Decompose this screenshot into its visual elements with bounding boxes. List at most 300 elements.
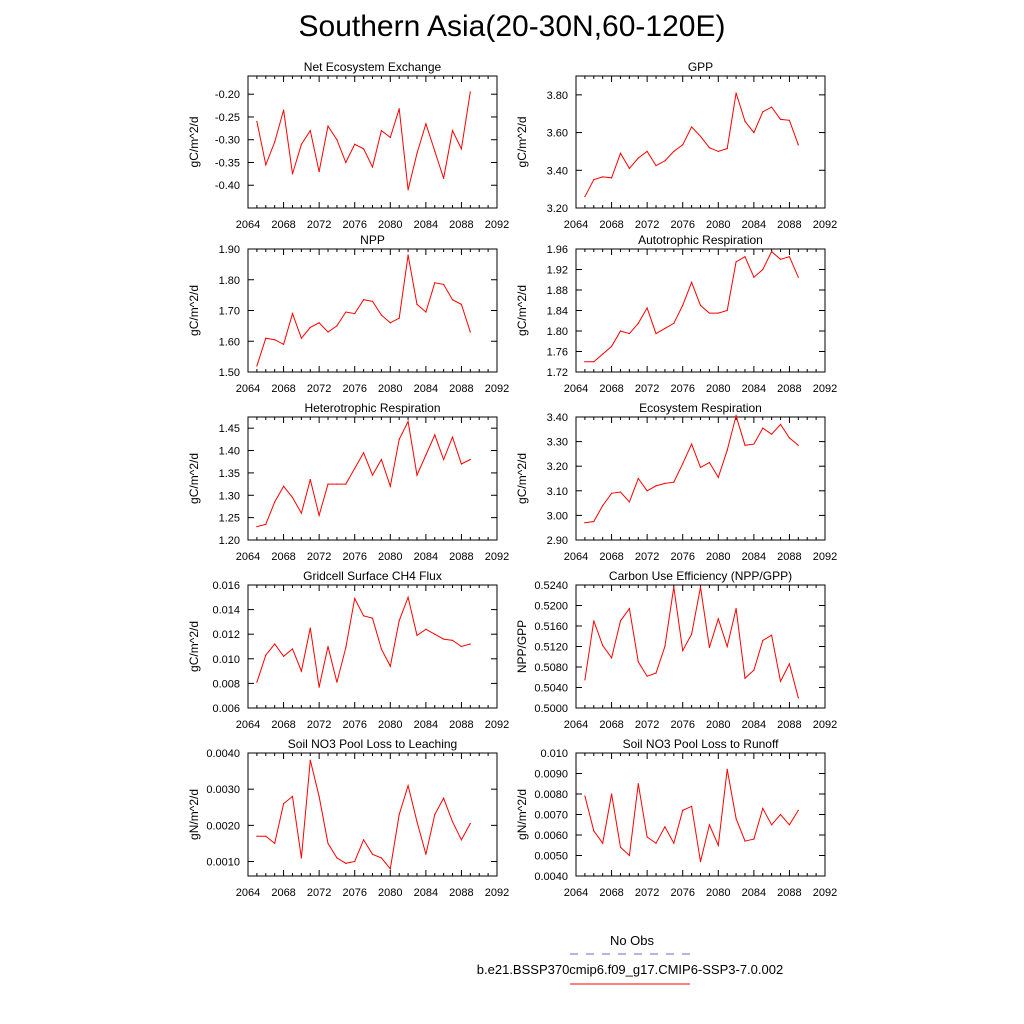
data-point (664, 483, 665, 484)
data-point (584, 522, 585, 523)
data-point (771, 434, 772, 435)
data-point (407, 255, 408, 256)
y-tick-label: 3.40 (546, 412, 568, 424)
data-point (762, 111, 763, 112)
data-point (381, 648, 382, 649)
y-tick-label: 3.20 (546, 461, 568, 474)
y-axis-label: gC/m^2/d (187, 116, 201, 168)
data-point (664, 328, 665, 329)
data-point (602, 353, 603, 354)
data-point (345, 647, 346, 648)
x-tick-label: 2084 (741, 887, 767, 899)
data-point (780, 259, 781, 260)
y-tick-label: 3.00 (546, 510, 568, 523)
data-point (301, 671, 302, 672)
data-point (425, 629, 426, 630)
x-tick-label: 2076 (670, 719, 695, 731)
panel-4 (187, 401, 509, 563)
series-line (257, 255, 470, 366)
x-tick-label: 2084 (413, 887, 439, 899)
y-tick-label: 3.30 (546, 436, 568, 449)
plot-frame (576, 249, 825, 372)
plot-frame (248, 417, 497, 540)
data-point (638, 783, 639, 784)
data-point (709, 647, 710, 648)
data-point (718, 151, 719, 152)
x-tick-label: 2088 (449, 719, 474, 731)
y-axis-label: gC/m^2/d (187, 453, 201, 504)
plot-frame (248, 585, 497, 708)
data-point (443, 284, 444, 285)
data-point (319, 515, 320, 516)
y-tick-label: -0.25 (214, 111, 240, 124)
data-point (399, 318, 400, 319)
x-tick-label: 2084 (741, 219, 767, 231)
data-point (425, 123, 426, 124)
data-point (673, 843, 674, 844)
panel-9 (515, 737, 837, 899)
data-point (762, 808, 763, 809)
y-tick-label: 0.0080 (534, 789, 568, 801)
x-tick-label: 2064 (563, 551, 589, 563)
data-point (381, 130, 382, 131)
data-point (700, 136, 701, 137)
data-point (664, 826, 665, 827)
data-point (399, 620, 400, 621)
y-tick-label: 0.012 (212, 629, 240, 642)
data-point (301, 144, 302, 145)
y-axis-label: gC/m^2/d (515, 453, 529, 504)
data-point (682, 144, 683, 145)
data-point (709, 312, 710, 313)
data-point (735, 818, 736, 819)
data-point (700, 467, 701, 468)
x-tick-label: 2084 (741, 719, 767, 731)
data-point (336, 857, 337, 858)
y-tick-label: 1.96 (546, 244, 568, 256)
y-tick-label: -0.20 (214, 89, 240, 102)
data-point (780, 119, 781, 120)
data-point (425, 311, 426, 312)
data-point (336, 483, 337, 484)
x-tick-label: 2064 (235, 719, 261, 731)
data-point (593, 830, 594, 831)
data-point (381, 459, 382, 460)
series-line (585, 93, 798, 197)
data-point (336, 682, 337, 683)
x-tick-label: 2080 (706, 719, 731, 731)
data-point (682, 305, 683, 306)
data-point (407, 785, 408, 786)
data-point (443, 178, 444, 179)
data-point (735, 415, 736, 416)
x-tick-label: 2092 (484, 551, 510, 563)
y-tick-label: 2.90 (546, 535, 568, 547)
x-tick-label: 2072 (306, 887, 332, 899)
data-point (292, 648, 293, 649)
data-point (425, 854, 426, 855)
series-line (257, 422, 470, 527)
y-tick-label: 1.20 (218, 535, 240, 547)
data-point (434, 151, 435, 152)
x-tick-label: 2080 (378, 551, 403, 563)
y-tick-label: 1.72 (546, 367, 568, 379)
data-point (407, 189, 408, 190)
y-tick-label: 1.40 (218, 445, 240, 458)
data-point (762, 269, 763, 270)
x-tick-label: 2088 (449, 383, 474, 395)
x-tick-label: 2084 (741, 551, 767, 563)
data-point (310, 130, 311, 131)
x-tick-label: 2076 (342, 383, 367, 395)
data-point (372, 475, 373, 476)
plot-frame (248, 753, 497, 876)
data-point (762, 427, 763, 428)
x-tick-label: 2084 (741, 383, 767, 395)
data-point (372, 166, 373, 167)
data-point (470, 823, 471, 824)
y-tick-label: 1.30 (218, 490, 240, 503)
y-tick-label: 1.88 (546, 285, 568, 297)
plot-frame (248, 76, 497, 208)
x-tick-label: 2064 (563, 219, 589, 231)
x-tick-label: 2092 (812, 219, 838, 231)
x-tick-label: 2068 (271, 219, 296, 231)
panel-title: NPP (360, 233, 385, 247)
y-tick-label: 0.006 (212, 703, 240, 715)
x-tick-label: 2092 (484, 219, 510, 231)
x-tick-label: 2080 (378, 719, 403, 731)
data-point (629, 855, 630, 856)
data-point (789, 437, 790, 438)
data-point (691, 282, 692, 283)
data-point (789, 256, 790, 257)
data-point (319, 796, 320, 797)
y-tick-label: 0.0010 (206, 856, 240, 869)
data-point (265, 655, 266, 656)
data-point (434, 634, 435, 635)
data-point (470, 331, 471, 332)
series-line (585, 252, 798, 362)
y-tick-label: -0.35 (214, 157, 240, 170)
data-point (727, 148, 728, 149)
data-point (354, 468, 355, 469)
data-point (611, 177, 612, 178)
x-tick-label: 2064 (235, 887, 261, 899)
data-point (647, 490, 648, 491)
data-point (700, 861, 701, 862)
data-point (256, 121, 257, 122)
data-point (363, 615, 364, 616)
x-tick-label: 2088 (777, 719, 802, 731)
x-tick-label: 2072 (306, 551, 332, 563)
data-point (638, 157, 639, 158)
data-point (354, 144, 355, 145)
data-point (407, 597, 408, 598)
data-point (718, 312, 719, 313)
x-tick-label: 2084 (413, 719, 439, 731)
y-axis-label: gN/m^2/d (515, 789, 529, 840)
data-point (611, 493, 612, 494)
x-tick-label: 2080 (378, 887, 403, 899)
data-point (416, 153, 417, 154)
data-point (780, 814, 781, 815)
data-point (655, 333, 656, 334)
data-point (753, 277, 754, 278)
y-tick-label: 1.90 (218, 244, 240, 256)
data-point (735, 261, 736, 262)
x-tick-label: 2080 (378, 219, 403, 231)
data-point (744, 256, 745, 257)
data-point (629, 333, 630, 334)
data-point (593, 521, 594, 522)
panel-5 (515, 401, 837, 563)
panel-title: Heterotrophic Respiration (304, 401, 441, 415)
y-tick-label: 0.5200 (534, 600, 568, 613)
data-point (602, 176, 603, 177)
x-tick-label: 2088 (777, 887, 802, 899)
data-point (319, 171, 320, 172)
y-tick-label: 3.20 (546, 203, 568, 215)
data-point (611, 346, 612, 347)
data-point (256, 526, 257, 527)
y-tick-label: 0.0070 (534, 809, 568, 822)
x-tick-label: 2088 (449, 887, 474, 899)
data-point (735, 92, 736, 93)
x-tick-label: 2072 (634, 383, 660, 395)
y-tick-label: 1.35 (218, 467, 240, 480)
series-line (585, 587, 798, 698)
data-point (416, 475, 417, 476)
panel-title: Autotrophic Respiration (638, 233, 763, 247)
y-tick-label: 0.0020 (206, 820, 240, 833)
y-tick-label: 0.5040 (534, 682, 568, 695)
x-tick-label: 2092 (812, 383, 838, 395)
x-tick-label: 2092 (812, 551, 838, 563)
data-point (691, 126, 692, 127)
data-point (682, 650, 683, 651)
y-tick-label: 0.5120 (534, 641, 568, 654)
data-point (327, 843, 328, 844)
data-point (363, 839, 364, 840)
data-point (771, 107, 772, 108)
data-point (301, 513, 302, 514)
y-tick-label: 0.5080 (534, 662, 568, 674)
data-point (256, 836, 257, 837)
y-tick-label: 0.0060 (534, 830, 568, 842)
data-point (265, 524, 266, 525)
x-tick-label: 2068 (599, 219, 624, 231)
y-axis-label: NPP/GPP (515, 619, 529, 674)
data-point (611, 793, 612, 794)
y-tick-label: 0.016 (212, 580, 240, 592)
data-point (363, 452, 364, 453)
data-point (753, 443, 754, 444)
x-tick-label: 2072 (634, 219, 660, 231)
panel-7 (515, 569, 837, 731)
data-point (443, 798, 444, 799)
data-point (735, 608, 736, 609)
x-tick-label: 2068 (271, 887, 296, 899)
data-point (443, 459, 444, 460)
data-point (319, 322, 320, 323)
y-axis-label: gC/m^2/d (187, 621, 201, 672)
data-point (771, 824, 772, 825)
series-line (257, 760, 470, 869)
data-point (434, 814, 435, 815)
data-point (452, 437, 453, 438)
data-point (470, 459, 471, 460)
data-point (336, 139, 337, 140)
panel-title: Soil NO3 Pool Loss to Leaching (287, 737, 458, 751)
x-tick-label: 2088 (777, 551, 802, 563)
data-point (416, 821, 417, 822)
data-point (647, 676, 648, 677)
y-tick-label: 0.5160 (534, 621, 568, 633)
data-point (593, 179, 594, 180)
y-tick-label: -0.40 (214, 180, 240, 193)
data-point (673, 482, 674, 483)
data-point (283, 656, 284, 657)
data-point (620, 847, 621, 848)
plot-frame (248, 249, 497, 372)
data-point (718, 845, 719, 846)
x-tick-label: 2076 (670, 887, 695, 899)
series-line (257, 597, 470, 687)
data-point (327, 125, 328, 126)
data-point (691, 806, 692, 807)
data-point (798, 810, 799, 811)
data-point (443, 639, 444, 640)
x-tick-label: 2080 (706, 887, 731, 899)
data-point (727, 646, 728, 647)
y-tick-label: 3.10 (546, 485, 568, 498)
data-point (256, 682, 257, 683)
x-tick-label: 2072 (634, 887, 660, 899)
x-tick-label: 2076 (342, 887, 367, 899)
y-tick-label: 3.40 (546, 165, 568, 178)
x-tick-label: 2088 (777, 219, 802, 231)
data-point (390, 322, 391, 323)
data-point (584, 679, 585, 680)
x-tick-label: 2092 (484, 719, 510, 731)
data-point (292, 313, 293, 314)
legend-obs-label: No Obs (609, 933, 655, 948)
panel-title: Gridcell Surface CH4 Flux (303, 569, 442, 583)
y-tick-label: 1.80 (546, 326, 568, 338)
data-point (336, 325, 337, 326)
data-point (274, 339, 275, 340)
data-point (771, 635, 772, 636)
y-axis-label: gC/m^2/d (515, 285, 529, 336)
data-point (345, 162, 346, 163)
x-tick-label: 2076 (670, 219, 695, 231)
data-point (718, 618, 719, 619)
legend-case-label: b.e21.BSSP370cmip6.f09_g17.CMIP6-SSP3-7.0.002 (476, 962, 784, 977)
data-point (327, 331, 328, 332)
data-point (390, 137, 391, 138)
data-point (319, 686, 320, 687)
data-point (629, 501, 630, 502)
x-tick-label: 2072 (306, 219, 332, 231)
data-point (363, 299, 364, 300)
data-point (709, 824, 710, 825)
x-tick-label: 2064 (235, 383, 261, 395)
data-point (452, 821, 453, 822)
x-tick-label: 2068 (599, 551, 624, 563)
data-point (638, 661, 639, 662)
data-point (789, 663, 790, 664)
data-point (301, 338, 302, 339)
panel-6 (187, 569, 509, 731)
x-tick-label: 2080 (706, 551, 731, 563)
data-point (798, 144, 799, 145)
data-point (602, 505, 603, 506)
panel-title: Carbon Use Efficiency (NPP/GPP) (608, 569, 793, 583)
data-point (664, 160, 665, 161)
data-point (584, 795, 585, 796)
y-tick-label: 1.50 (218, 367, 240, 379)
y-tick-label: 0.0050 (534, 850, 568, 863)
data-point (620, 330, 621, 331)
x-tick-label: 2068 (599, 383, 624, 395)
data-point (470, 91, 471, 92)
data-point (798, 445, 799, 446)
data-point (399, 439, 400, 440)
data-point (727, 769, 728, 770)
data-point (390, 486, 391, 487)
data-point (620, 491, 621, 492)
data-point (274, 501, 275, 502)
panel-3 (515, 233, 837, 395)
y-tick-label: 0.0040 (534, 871, 568, 883)
x-tick-label: 2068 (271, 719, 296, 731)
data-point (310, 327, 311, 328)
data-point (744, 678, 745, 679)
data-point (274, 141, 275, 142)
data-point (345, 483, 346, 484)
plot-frame (576, 76, 825, 208)
data-point (390, 666, 391, 667)
x-tick-label: 2076 (342, 719, 367, 731)
figure-title: Southern Asia(20-30N,60-120E) (298, 10, 726, 43)
data-point (620, 153, 621, 154)
x-tick-label: 2088 (777, 383, 802, 395)
data-point (452, 299, 453, 300)
y-tick-label: 0.014 (212, 604, 240, 617)
x-tick-label: 2092 (484, 383, 510, 395)
y-tick-label: 1.45 (218, 423, 240, 436)
data-point (256, 365, 257, 366)
data-point (655, 165, 656, 166)
panel-title: Net Ecosystem Exchange (303, 60, 442, 74)
data-point (700, 305, 701, 306)
panel-1 (515, 60, 837, 231)
data-point (655, 843, 656, 844)
x-tick-label: 2076 (342, 551, 367, 563)
data-point (789, 824, 790, 825)
data-point (771, 251, 772, 252)
data-point (727, 450, 728, 451)
data-point (310, 627, 311, 628)
y-tick-label: 0.010 (212, 653, 240, 666)
y-tick-label: 3.80 (546, 89, 568, 102)
data-point (327, 483, 328, 484)
data-point (265, 164, 266, 165)
data-point (629, 168, 630, 169)
y-tick-label: 0.010 (540, 748, 568, 760)
x-tick-label: 2084 (413, 219, 439, 231)
